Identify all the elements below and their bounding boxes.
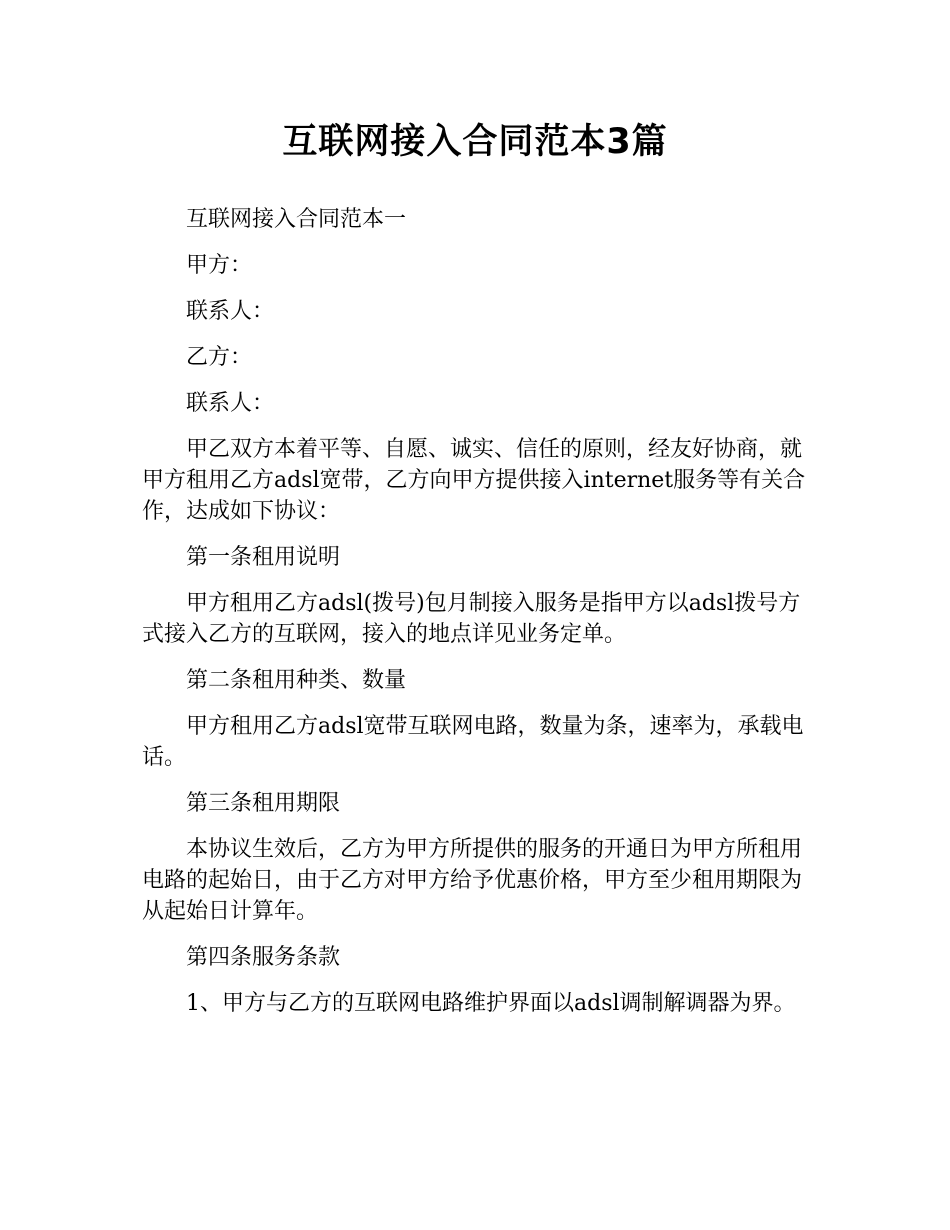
article-3-text: 本协议生效后，乙方为甲方所提供的服务的开通日为甲方所租用电路的起始日，由于乙方对甲方给予优惠价格，甲方至少租用期限为从起始日计算年。 (142, 837, 803, 924)
preamble-paragraph: 甲乙双方本着平等、自愿、诚实、信任的原则，经友好协商，就甲方租用乙方adsl宽带，乙方向甲方提供接入internet服务等有关合作，达成如下协议： (142, 437, 806, 524)
article-4-clause-1: 1、甲方与乙方的互联网电路维护界面以adsl调制解调器为界。 (186, 991, 796, 1016)
article-1-heading: 第一条租用说明 (186, 545, 341, 570)
party-a-field: 甲方： (186, 253, 253, 278)
section-heading-contract-one: 互联网接入合同范本一 (186, 207, 407, 232)
document-body (142, 204, 810, 1019)
article-2-heading: 第二条租用种类、数量 (186, 668, 407, 693)
party-b-contact-field: 联系人： (186, 391, 275, 416)
article-2-text: 甲方租用乙方adsl宽带互联网电路，数量为条，速率为，承载电话。 (142, 714, 804, 770)
article-4-heading: 第四条服务条款 (186, 945, 341, 970)
party-b-field: 乙方： (186, 345, 253, 370)
article-1-text: 甲方租用乙方adsl(拨号)包月制接入服务是指甲方以adsl拨号方式接入乙方的互联网，接入的地点详见业务定单。 (142, 591, 801, 647)
party-a-contact-field: 联系人： (186, 299, 275, 324)
article-3-heading: 第三条租用期限 (186, 791, 341, 816)
document-title: 互联网接入合同范本3篇 (282, 122, 668, 162)
